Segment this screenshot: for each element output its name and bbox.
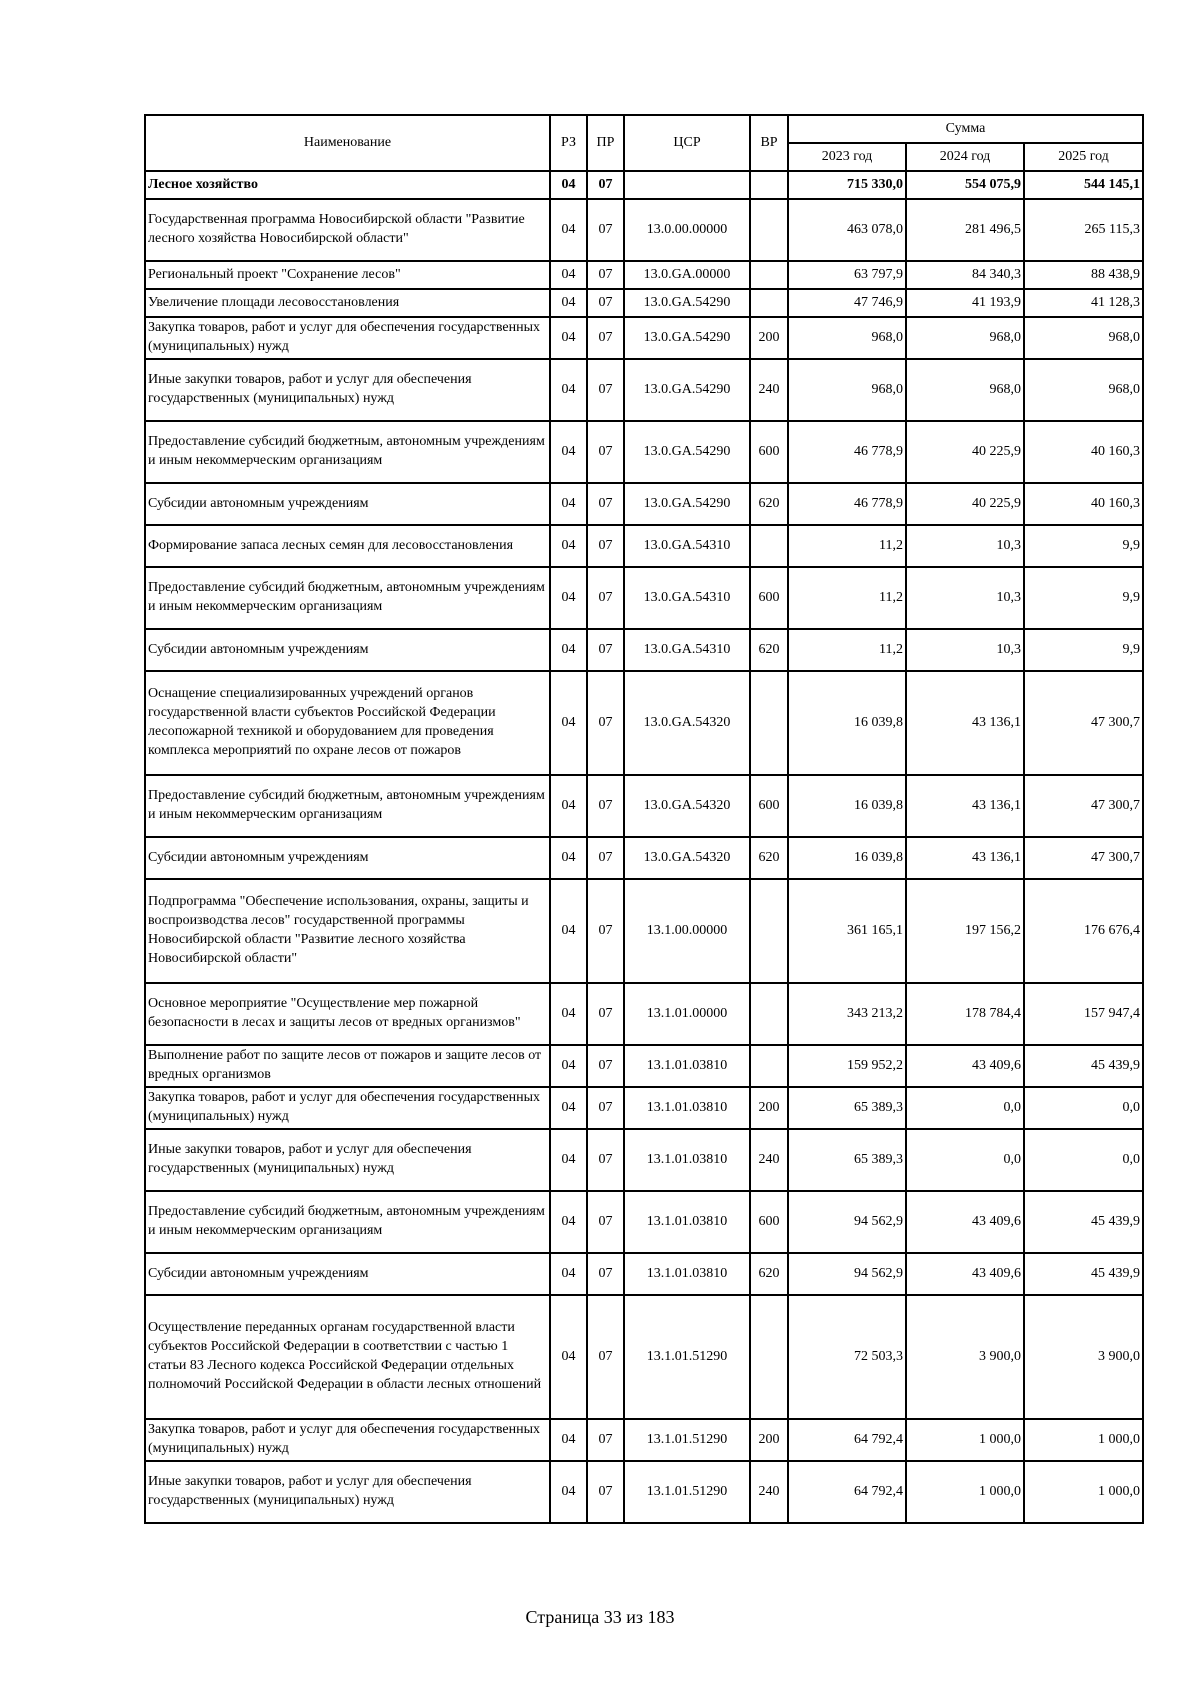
cell-name: Предоставление субсидий бюджетным, автономным учреждениям и иным некоммерческим организациям (145, 567, 550, 629)
cell-csr: 13.1.01.00000 (624, 983, 750, 1045)
cell-vr: 600 (750, 775, 788, 837)
cell-pr: 07 (587, 629, 624, 671)
cell-pr: 07 (587, 1191, 624, 1253)
header-pr: ПР (587, 115, 624, 171)
table-row (145, 1419, 1143, 1461)
cell-vr: 600 (750, 1191, 788, 1253)
cell-y2023: 11,2 (788, 567, 906, 629)
table-row (145, 837, 1143, 879)
cell-y2025: 968,0 (1024, 359, 1143, 421)
cell-pr: 07 (587, 171, 624, 199)
cell-y2024: 1 000,0 (906, 1461, 1024, 1523)
cell-csr: 13.1.01.03810 (624, 1087, 750, 1129)
cell-csr: 13.0.GA.54310 (624, 525, 750, 567)
cell-name: Выполнение работ по защите лесов от пожаров и защите лесов от вредных организмов (145, 1045, 550, 1087)
cell-y2025: 0,0 (1024, 1129, 1143, 1191)
cell-pr: 07 (587, 837, 624, 879)
cell-rz: 04 (550, 317, 587, 359)
cell-y2023: 11,2 (788, 629, 906, 671)
cell-rz: 04 (550, 567, 587, 629)
header-vr: ВР (750, 115, 788, 171)
cell-name: Формирование запаса лесных семян для лесовосстановления (145, 525, 550, 567)
cell-y2024: 84 340,3 (906, 261, 1024, 289)
cell-rz: 04 (550, 199, 587, 261)
header-year-2024: 2024 год (906, 143, 1024, 171)
table-row (145, 483, 1143, 525)
cell-y2025: 47 300,7 (1024, 671, 1143, 775)
cell-y2024: 10,3 (906, 567, 1024, 629)
table-row (145, 775, 1143, 837)
cell-csr: 13.0.GA.54290 (624, 421, 750, 483)
cell-csr: 13.1.01.51290 (624, 1461, 750, 1523)
budget-table (144, 114, 1144, 1524)
cell-y2023: 343 213,2 (788, 983, 906, 1045)
cell-csr: 13.0.GA.54320 (624, 775, 750, 837)
cell-pr: 07 (587, 1253, 624, 1295)
cell-vr: 200 (750, 317, 788, 359)
cell-rz: 04 (550, 1087, 587, 1129)
cell-csr: 13.0.GA.54290 (624, 483, 750, 525)
cell-y2024: 40 225,9 (906, 483, 1024, 525)
cell-y2024: 0,0 (906, 1087, 1024, 1129)
cell-pr: 07 (587, 1045, 624, 1087)
cell-rz: 04 (550, 261, 587, 289)
cell-pr: 07 (587, 1419, 624, 1461)
cell-y2023: 64 792,4 (788, 1419, 906, 1461)
cell-vr (750, 261, 788, 289)
cell-y2024: 43 409,6 (906, 1045, 1024, 1087)
cell-vr (750, 171, 788, 199)
table-row (145, 1087, 1143, 1129)
cell-rz: 04 (550, 671, 587, 775)
table-row (145, 1129, 1143, 1191)
table-row (145, 199, 1143, 261)
table-row (145, 359, 1143, 421)
cell-y2025: 9,9 (1024, 629, 1143, 671)
cell-rz: 04 (550, 1253, 587, 1295)
cell-name: Иные закупки товаров, работ и услуг для обеспечения государственных (муниципальных) нужд (145, 1461, 550, 1523)
cell-y2023: 94 562,9 (788, 1191, 906, 1253)
cell-y2025: 9,9 (1024, 525, 1143, 567)
cell-y2025: 40 160,3 (1024, 483, 1143, 525)
cell-vr (750, 525, 788, 567)
cell-y2025: 40 160,3 (1024, 421, 1143, 483)
cell-rz: 04 (550, 525, 587, 567)
cell-pr: 07 (587, 359, 624, 421)
header-year-2025: 2025 год (1024, 143, 1143, 171)
cell-rz: 04 (550, 1129, 587, 1191)
cell-csr: 13.1.01.03810 (624, 1129, 750, 1191)
cell-name: Подпрограмма "Обеспечение использования, охраны, защиты и воспроизводства лесов" государственной программы Новосибирской области "Развитие лесного хозяйства Новосибирской области" (145, 879, 550, 983)
cell-y2025: 176 676,4 (1024, 879, 1143, 983)
cell-pr: 07 (587, 289, 624, 317)
cell-csr: 13.0.GA.54320 (624, 671, 750, 775)
cell-y2025: 3 900,0 (1024, 1295, 1143, 1419)
cell-vr (750, 199, 788, 261)
cell-vr (750, 879, 788, 983)
table-row (145, 567, 1143, 629)
cell-y2023: 361 165,1 (788, 879, 906, 983)
cell-name: Оснащение специализированных учреждений органов государственной власти субъектов Российской Федерации лесопожарной техникой и оборудованием для проведения комплекса мероприятий по охране лесов от пожаров (145, 671, 550, 775)
cell-csr: 13.0.GA.54290 (624, 359, 750, 421)
cell-y2024: 10,3 (906, 525, 1024, 567)
cell-y2024: 43 409,6 (906, 1253, 1024, 1295)
cell-vr (750, 983, 788, 1045)
cell-pr: 07 (587, 1461, 624, 1523)
cell-rz: 04 (550, 775, 587, 837)
cell-y2023: 46 778,9 (788, 483, 906, 525)
cell-name: Закупка товаров, работ и услуг для обеспечения государственных (муниципальных) нужд (145, 1419, 550, 1461)
cell-csr: 13.0.00.00000 (624, 199, 750, 261)
table-body (145, 171, 1143, 1523)
cell-y2024: 0,0 (906, 1129, 1024, 1191)
cell-name: Субсидии автономным учреждениям (145, 483, 550, 525)
cell-name: Предоставление субсидий бюджетным, автономным учреждениям и иным некоммерческим организациям (145, 1191, 550, 1253)
cell-y2023: 65 389,3 (788, 1087, 906, 1129)
cell-csr: 13.0.GA.54320 (624, 837, 750, 879)
cell-rz: 04 (550, 629, 587, 671)
header-year-2023: 2023 год (788, 143, 906, 171)
table-row (145, 317, 1143, 359)
cell-rz: 04 (550, 1295, 587, 1419)
cell-pr: 07 (587, 879, 624, 983)
cell-vr: 240 (750, 1129, 788, 1191)
cell-name: Региональный проект "Сохранение лесов" (145, 261, 550, 289)
table-row (145, 629, 1143, 671)
cell-y2023: 72 503,3 (788, 1295, 906, 1419)
cell-vr: 240 (750, 1461, 788, 1523)
cell-y2025: 45 439,9 (1024, 1045, 1143, 1087)
cell-pr: 07 (587, 671, 624, 775)
table-row (145, 1461, 1143, 1523)
cell-rz: 04 (550, 1191, 587, 1253)
cell-y2024: 968,0 (906, 317, 1024, 359)
cell-y2023: 47 746,9 (788, 289, 906, 317)
cell-y2024: 197 156,2 (906, 879, 1024, 983)
header-csr: ЦСР (624, 115, 750, 171)
cell-y2024: 40 225,9 (906, 421, 1024, 483)
cell-name: Предоставление субсидий бюджетным, автономным учреждениям и иным некоммерческим организациям (145, 421, 550, 483)
cell-rz: 04 (550, 837, 587, 879)
cell-pr: 07 (587, 261, 624, 289)
cell-y2025: 968,0 (1024, 317, 1143, 359)
cell-vr (750, 289, 788, 317)
cell-y2023: 16 039,8 (788, 775, 906, 837)
cell-name: Увеличение площади лесовосстановления (145, 289, 550, 317)
cell-y2024: 43 136,1 (906, 775, 1024, 837)
cell-y2025: 47 300,7 (1024, 775, 1143, 837)
cell-name: Государственная программа Новосибирской области "Развитие лесного хозяйства Новосибирской области" (145, 199, 550, 261)
cell-y2023: 63 797,9 (788, 261, 906, 289)
cell-y2025: 41 128,3 (1024, 289, 1143, 317)
cell-y2024: 43 409,6 (906, 1191, 1024, 1253)
cell-y2025: 45 439,9 (1024, 1191, 1143, 1253)
cell-y2024: 41 193,9 (906, 289, 1024, 317)
cell-csr: 13.1.01.03810 (624, 1191, 750, 1253)
table-row (145, 671, 1143, 775)
cell-vr (750, 671, 788, 775)
cell-rz: 04 (550, 289, 587, 317)
table-row (145, 289, 1143, 317)
cell-y2025: 0,0 (1024, 1087, 1143, 1129)
cell-pr: 07 (587, 567, 624, 629)
cell-vr: 200 (750, 1087, 788, 1129)
cell-y2023: 94 562,9 (788, 1253, 906, 1295)
cell-pr: 07 (587, 775, 624, 837)
cell-csr: 13.1.00.00000 (624, 879, 750, 983)
cell-vr: 620 (750, 483, 788, 525)
cell-vr: 240 (750, 359, 788, 421)
cell-rz: 04 (550, 359, 587, 421)
cell-name: Субсидии автономным учреждениям (145, 1253, 550, 1295)
cell-rz: 04 (550, 1419, 587, 1461)
cell-pr: 07 (587, 525, 624, 567)
cell-y2023: 968,0 (788, 359, 906, 421)
cell-csr: 13.1.01.51290 (624, 1419, 750, 1461)
table-row (145, 1191, 1143, 1253)
cell-pr: 07 (587, 199, 624, 261)
cell-vr: 620 (750, 1253, 788, 1295)
cell-y2024: 178 784,4 (906, 983, 1024, 1045)
cell-pr: 07 (587, 1087, 624, 1129)
cell-pr: 07 (587, 1295, 624, 1419)
cell-y2023: 16 039,8 (788, 837, 906, 879)
cell-rz: 04 (550, 1045, 587, 1087)
cell-rz: 04 (550, 421, 587, 483)
cell-csr: 13.1.01.51290 (624, 1295, 750, 1419)
cell-y2025: 1 000,0 (1024, 1419, 1143, 1461)
cell-csr: 13.1.01.03810 (624, 1045, 750, 1087)
cell-name: Предоставление субсидий бюджетным, автономным учреждениям и иным некоммерческим организациям (145, 775, 550, 837)
cell-name: Иные закупки товаров, работ и услуг для обеспечения государственных (муниципальных) нужд (145, 1129, 550, 1191)
cell-y2023: 715 330,0 (788, 171, 906, 199)
cell-y2024: 10,3 (906, 629, 1024, 671)
page-number: Страница 33 из 183 (525, 1607, 675, 1627)
cell-vr: 620 (750, 837, 788, 879)
cell-name: Закупка товаров, работ и услуг для обеспечения государственных (муниципальных) нужд (145, 317, 550, 359)
header-rz: РЗ (550, 115, 587, 171)
cell-y2024: 281 496,5 (906, 199, 1024, 261)
table-row (145, 1253, 1143, 1295)
table-row (145, 983, 1143, 1045)
cell-pr: 07 (587, 1129, 624, 1191)
cell-name: Закупка товаров, работ и услуг для обеспечения государственных (муниципальных) нужд (145, 1087, 550, 1129)
cell-name: Лесное хозяйство (145, 171, 550, 199)
cell-y2025: 265 115,3 (1024, 199, 1143, 261)
cell-vr: 200 (750, 1419, 788, 1461)
table-row (145, 879, 1143, 983)
cell-y2025: 88 438,9 (1024, 261, 1143, 289)
cell-y2023: 65 389,3 (788, 1129, 906, 1191)
table-row (145, 1045, 1143, 1087)
header-sum: Сумма (788, 115, 1143, 143)
cell-rz: 04 (550, 1461, 587, 1523)
cell-y2023: 11,2 (788, 525, 906, 567)
cell-vr (750, 1295, 788, 1419)
cell-rz: 04 (550, 879, 587, 983)
cell-y2024: 1 000,0 (906, 1419, 1024, 1461)
cell-y2023: 46 778,9 (788, 421, 906, 483)
cell-y2025: 544 145,1 (1024, 171, 1143, 199)
cell-y2024: 43 136,1 (906, 671, 1024, 775)
table-row (145, 525, 1143, 567)
table-row (145, 421, 1143, 483)
cell-y2024: 43 136,1 (906, 837, 1024, 879)
cell-y2025: 1 000,0 (1024, 1461, 1143, 1523)
cell-y2025: 45 439,9 (1024, 1253, 1143, 1295)
header-name: Наименование (145, 115, 550, 171)
cell-vr: 600 (750, 567, 788, 629)
cell-name: Субсидии автономным учреждениям (145, 837, 550, 879)
cell-y2024: 968,0 (906, 359, 1024, 421)
cell-y2023: 64 792,4 (788, 1461, 906, 1523)
table-row (145, 171, 1143, 199)
cell-csr: 13.0.GA.54310 (624, 629, 750, 671)
cell-name: Основное мероприятие "Осуществление мер пожарной безопасности в лесах и защиты лесов от вредных организмов" (145, 983, 550, 1045)
cell-pr: 07 (587, 483, 624, 525)
cell-csr: 13.0.GA.54290 (624, 317, 750, 359)
cell-csr (624, 171, 750, 199)
cell-rz: 04 (550, 983, 587, 1045)
cell-pr: 07 (587, 983, 624, 1045)
cell-y2024: 3 900,0 (906, 1295, 1024, 1419)
cell-y2024: 554 075,9 (906, 171, 1024, 199)
cell-vr (750, 1045, 788, 1087)
cell-csr: 13.1.01.03810 (624, 1253, 750, 1295)
cell-y2023: 968,0 (788, 317, 906, 359)
cell-rz: 04 (550, 483, 587, 525)
cell-name: Иные закупки товаров, работ и услуг для обеспечения государственных (муниципальных) нужд (145, 359, 550, 421)
cell-vr: 620 (750, 629, 788, 671)
cell-y2025: 9,9 (1024, 567, 1143, 629)
cell-pr: 07 (587, 421, 624, 483)
cell-y2023: 16 039,8 (788, 671, 906, 775)
cell-y2023: 463 078,0 (788, 199, 906, 261)
cell-rz: 04 (550, 171, 587, 199)
table-row (145, 1295, 1143, 1419)
cell-y2025: 47 300,7 (1024, 837, 1143, 879)
cell-y2023: 159 952,2 (788, 1045, 906, 1087)
cell-y2025: 157 947,4 (1024, 983, 1143, 1045)
cell-pr: 07 (587, 317, 624, 359)
table-row (145, 261, 1143, 289)
cell-vr: 600 (750, 421, 788, 483)
cell-csr: 13.0.GA.00000 (624, 261, 750, 289)
cell-csr: 13.0.GA.54290 (624, 289, 750, 317)
cell-name: Субсидии автономным учреждениям (145, 629, 550, 671)
cell-csr: 13.0.GA.54310 (624, 567, 750, 629)
cell-name: Осуществление переданных органам государственной власти субъектов Российской Федерации в соответствии с частью 1 статьи 83 Лесного кодекса Российской Федерации отдельных полномочий Российской Федерации в области лесных отношений (145, 1295, 550, 1419)
